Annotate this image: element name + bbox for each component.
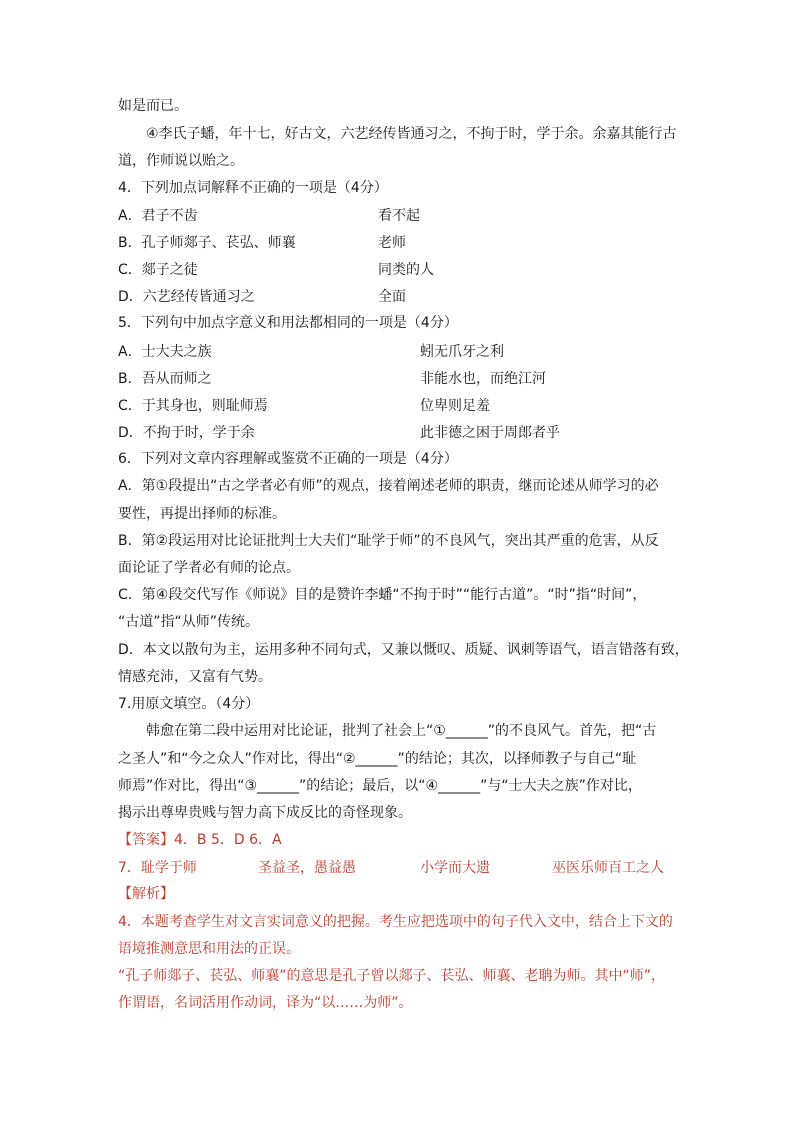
analysis-red-line: 作谓语，名词活用作动词，译为“以……为师”。	[118, 995, 413, 1011]
q4-gloss-c: 同类的人	[378, 262, 434, 278]
q5-option-d-right: 此非德之困于周郎者乎	[420, 425, 560, 441]
q6-line: D．本文以散句为主，运用多种不同句式，又兼以慨叹、质疑、讽刺等语气，语言错落有致，	[118, 642, 689, 658]
q4-gloss-a: 看不起	[378, 208, 420, 224]
q7-line: 师焉”作对比，得出“③______”的结论；最后，以“④______”与“士大夫之族”作对比，	[118, 778, 642, 794]
q7-line: 韩愈在第二段中运用对比论证，批判了社会上“①______”的不良风气。首先，把“古	[146, 723, 657, 739]
q6-line: A．第①段提出“古之学者必有师”的观点，接着阐述老师的职责，继而论述从师学习的必	[118, 478, 659, 494]
analysis-label: 【解析】	[118, 886, 174, 902]
q6-line: “古道”指“从师”传统。	[118, 614, 260, 630]
q7-line: 之圣人”和“今之众人”作对比，得出“②______”的结论；其次，以择师教子与自己“耻	[118, 751, 637, 767]
q4-stem: 4．下列加点词解释不正确的一项是（4分）	[118, 180, 388, 196]
answer-q7-4: 巫医乐师百工之人	[552, 860, 664, 876]
answer-label: 【答案】4．B 5．D 6．A	[118, 832, 282, 848]
analysis-red-line: “孔子师郯子、苌弘、师襄”的意思是孔子曾以郯子、苌弘、师襄、老聃为师。其中“师”，	[118, 968, 666, 984]
q4-option-b: B．孔子师郯子、苌弘、师襄	[118, 235, 296, 251]
q5-option-a-right: 蚓无爪牙之利	[420, 344, 504, 360]
q6-line: C．第④段交代写作《师说》目的是赞许李蟠“不拘于时”“能行古道”。“时”指“时间”，	[118, 587, 647, 603]
q6-line: 要性，再提出择师的标准。	[118, 506, 286, 522]
q5-option-b-left: B．吾从而师之	[118, 371, 212, 387]
q5-option-a-left: A．士大夫之族	[118, 344, 212, 360]
analysis-line: 4．本题考查学生对文言实词意义的把握。考生应把选项中的句子代入文中，结合上下文的	[118, 914, 673, 930]
q5-option-c-left: C．于其身也，则耻师焉	[118, 398, 268, 414]
answer-q7-3: 小学而大遗	[420, 860, 490, 876]
answer-q7-1: 7．耻学于师	[118, 860, 197, 876]
q5-option-b-right: 非能水也，而绝江河	[420, 371, 546, 387]
analysis-line: 语境推测意思和用法的正误。	[118, 941, 300, 957]
q6-line: 情感充沛，又富有气势。	[118, 669, 272, 685]
q7-stem: 7.用原文填空。（4分）	[118, 696, 260, 712]
q6-line: B．第②段运用对比论证批判士大夫们“耻学于师”的不良风气，突出其严重的危害，从反	[118, 533, 659, 549]
answer-q7-2: 圣益圣，愚益愚	[258, 860, 356, 876]
q7-line: 揭示出尊卑贵贱与智力高下成反比的奇怪现象。	[118, 805, 412, 821]
q5-option-c-right: 位卑则足羞	[420, 398, 490, 414]
passage-para4-line1: ④李氏子蟠，年十七，好古文，六艺经传皆通习之，不拘于时，学于余。余嘉其能行古	[146, 126, 677, 142]
q6-line: 面论证了学者必有师的论点。	[118, 560, 300, 576]
q4-gloss-b: 老师	[378, 235, 406, 251]
q4-option-a: A．君子不齿	[118, 208, 198, 224]
q4-option-d: D．六艺经传皆通习之	[118, 289, 255, 305]
q6-stem: 6．下列对文章内容理解或鉴赏不正确的一项是（4分）	[118, 451, 458, 467]
q4-gloss-d: 全面	[378, 289, 406, 305]
q5-option-d-left: D．不拘于时，学于余	[118, 425, 255, 441]
q4-option-c: C．郯子之徒	[118, 262, 198, 278]
q5-stem: 5．下列句中加点字意义和用法都相同的一项是（4分）	[118, 315, 458, 331]
passage-para4-line2: 道，作师说以贻之。	[118, 153, 244, 169]
passage-line: 如是而已。	[118, 98, 188, 114]
